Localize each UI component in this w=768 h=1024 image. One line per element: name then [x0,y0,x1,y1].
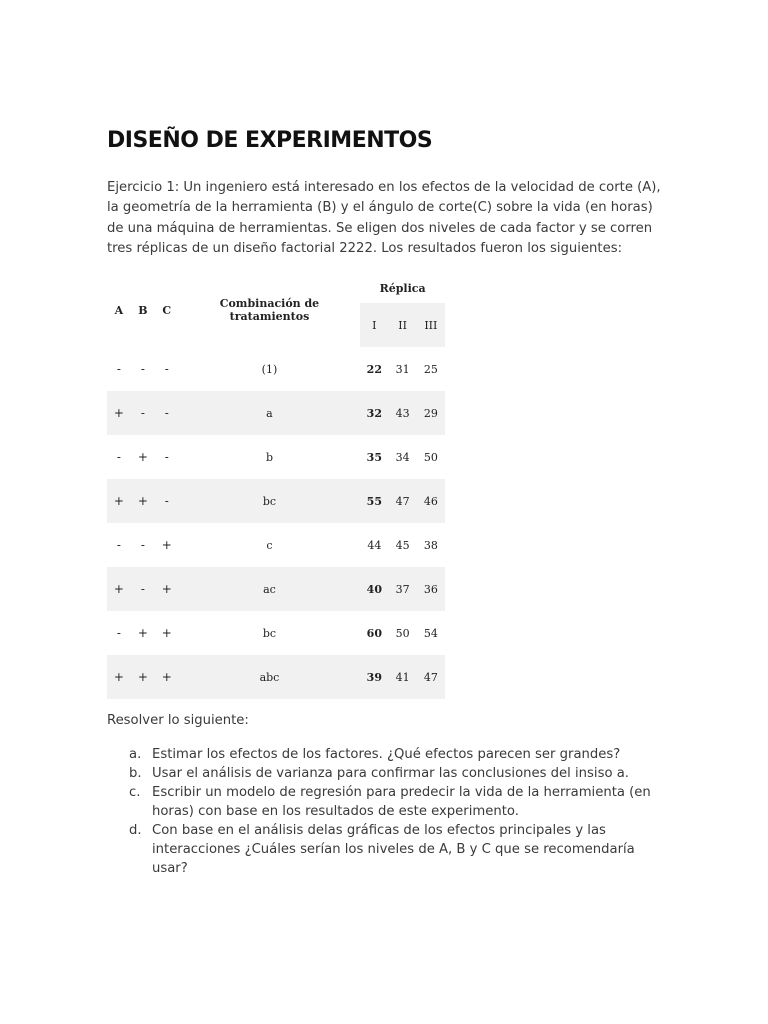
list-item [107,745,667,764]
cell-combination: c [266,538,273,552]
table-row [107,391,445,435]
cell-combination: ac [179,567,360,611]
cell-combination: (1) [261,362,278,376]
cell-a: - [116,450,121,465]
cell-rep-i: 22 [366,362,382,376]
cell-rep-i: 32 [360,391,388,435]
table-row [107,655,445,699]
table-row [107,523,445,567]
cell-c: + [161,626,172,641]
exercise-intro: Ejercicio 1: Un ingeniero está interesado en los efectos de la velocidad de corte (A), la geometría de la herramienta (B) y el ángulo de corte(C) sobre la vida (en horas) de una máquina de herramientas. Se eligen dos niveles de cada factor y se corren tres réplicas de un diseño factorial 2222. Los resultados fueron los siguientes: [107,180,661,256]
cell-c: + [161,538,172,553]
header-rep-iii: III [417,303,445,347]
cell-rep-iii: 36 [417,567,445,611]
cell-a: + [107,567,131,611]
cell-rep-i: 35 [366,450,382,464]
cell-rep-ii: 43 [388,391,416,435]
cell-b: - [140,538,145,553]
list-item-text: Estimar los efectos de los factores. ¿Qué efectos parecen ser grandes? [152,747,621,763]
cell-combination: b [265,450,273,464]
cell-a: + [107,391,131,435]
cell-rep-i: 40 [360,567,388,611]
cell-rep-iii: 46 [417,479,445,523]
cell-rep-i: 55 [360,479,388,523]
cell-rep-i: 39 [360,655,388,699]
cell-c: - [164,362,169,377]
cell-combination: bc [262,626,277,640]
table-row [107,435,445,479]
cell-combination: a [179,391,360,435]
list-item [107,821,667,878]
table-header-top [107,273,445,303]
table-row [107,347,445,391]
cell-c: + [155,567,179,611]
cell-c: - [155,479,179,523]
cell-rep-i: 44 [367,538,382,552]
cell-b: + [131,655,155,699]
header-replica: Réplica [379,281,426,295]
header-rep-ii: II [388,303,416,347]
header-b: B [138,304,148,318]
cell-b: - [131,391,155,435]
cell-b: + [137,450,148,465]
cell-a: + [107,479,131,523]
table-row [107,479,445,523]
cell-rep-ii: 45 [395,538,410,552]
cell-rep-ii: 34 [395,450,410,464]
resolve-label: Resolver lo siguiente: [107,713,249,729]
cell-rep-iii: 25 [423,362,438,376]
cell-c: + [155,655,179,699]
cell-a: - [116,626,121,641]
cell-rep-ii: 47 [388,479,416,523]
header-combination: Combinación de tratamientos [219,297,320,324]
list-item [107,783,667,821]
header-c: C [162,304,172,318]
cell-rep-iii: 29 [417,391,445,435]
cell-rep-iii: 38 [423,538,438,552]
cell-b: + [137,626,148,641]
cell-rep-ii: 31 [395,362,410,376]
list-item-marker: c. [129,785,141,801]
list-item-marker: b. [129,766,142,782]
cell-rep-ii: 50 [395,626,410,640]
header-rep-i: I [360,303,388,347]
cell-combination: abc [179,655,360,699]
table-row [107,567,445,611]
cell-a: - [116,362,121,377]
results-table [107,273,445,699]
list-item-text: Usar el análisis de varianza para confirmar las conclusiones del insiso a. [152,766,629,782]
list-item-text: Escribir un modelo de regresión para predecir la vida de la herramienta (en horas) con base en los resultados de este experimento. [152,785,651,820]
cell-c: - [155,391,179,435]
cell-b: - [140,362,145,377]
cell-rep-iii: 54 [423,626,438,640]
cell-a: + [107,655,131,699]
results-table-wrap [107,273,447,699]
cell-a: - [116,538,121,553]
cell-c: - [164,450,169,465]
cell-rep-ii: 37 [388,567,416,611]
document-page [107,124,667,878]
list-item-marker: d. [129,823,142,839]
cell-rep-iii: 50 [423,450,438,464]
table-row [107,611,445,655]
list-item-marker: a. [129,747,142,763]
list-item-text: Con base en el análisis delas gráficas de los efectos principales y las interacciones ¿Cuáles serían los niveles de A, B y C que se recomendaría usar? [152,823,635,877]
cell-b: + [131,479,155,523]
cell-rep-iii: 47 [417,655,445,699]
list-item [107,764,667,783]
task-list [107,745,667,878]
cell-rep-ii: 41 [388,655,416,699]
page-title: DISEÑO DE EXPERIMENTOS [107,128,433,153]
header-a: A [114,304,124,318]
cell-rep-i: 60 [366,626,382,640]
cell-combination: bc [179,479,360,523]
cell-b: - [131,567,155,611]
